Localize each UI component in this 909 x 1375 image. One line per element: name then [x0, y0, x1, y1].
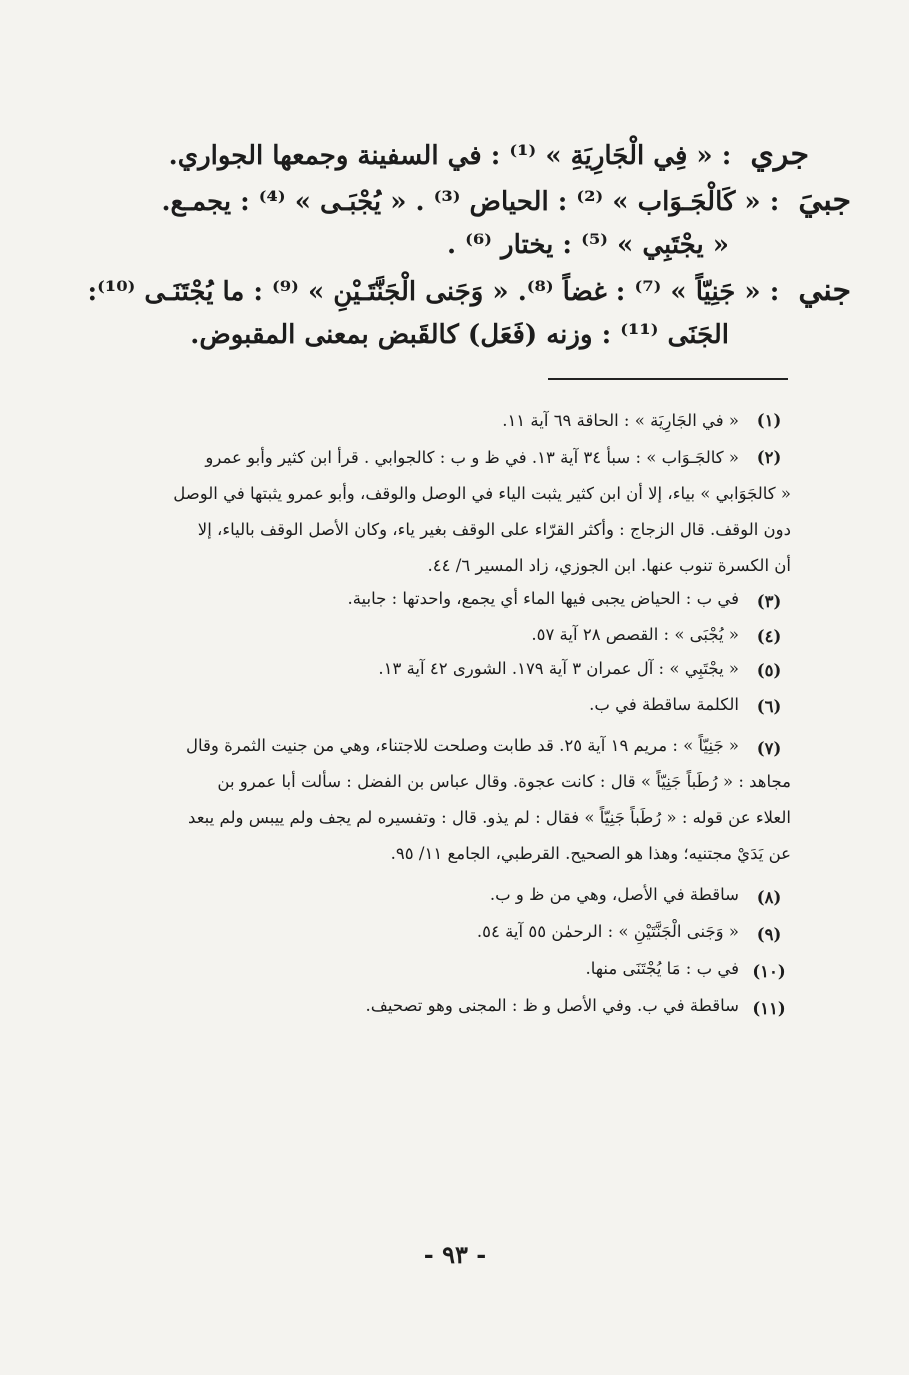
footnote-text: « كالجَوَابي » بياء، إلا أن ابن كثير يثبت الياء في الوصل والوقف، وأبو عمرو يثبتها في الوصل — [173, 484, 791, 503]
entry-jby — [91, 178, 851, 225]
footnote-text: « جَنِيّاً » : مريم ١٩ آية ٢٥. قد طابت وصلحت للاجتناء، وهي من جنيت الثمرة وقال — [186, 736, 739, 755]
entry-head: جري — [750, 137, 809, 172]
footnote-text: في ب : مَا يُجْتَنَى منها. — [585, 959, 739, 978]
footnote-text: أن الكسرة تنوب عنها. ابن الجوزي، زاد المسير ٦/ ٤٤. — [427, 556, 791, 575]
entry-text: : « كَالْجَـوَاب » ⁽²⁾ : الحياض ⁽³⁾ . « يُجْبَـى » ⁽⁴⁾ : يجمـع. — [161, 187, 780, 217]
entry-jny-continuation: الجَنَى ⁽¹¹⁾ : وزنه (فَعَل) كالقَبض بمعنى المقبوض. — [190, 320, 729, 350]
footnote-text: « يُجْبَى » : القصص ٢٨ آية ٥٧. — [531, 625, 739, 644]
footnote-text: ساقطة في ب. وفي الأصل و ظ : المجنى وهو تصحيف. — [365, 996, 739, 1015]
entry-head: جبيَ — [798, 183, 851, 218]
footnote-text: « كالجَـوَاب » : سبأ ٣٤ آية ١٣. في ظ و ب : كالجوابي . قرأ ابن كثير وأبو عمرو — [205, 448, 739, 467]
page-number: - ٩٣ - — [423, 1240, 487, 1269]
entry-text: : « جَنِيّاً » ⁽⁷⁾ : غضاً ⁽⁸⁾. « وَجَنى الْجَنَّتَـيْنِ » ⁽⁹⁾ : ما يُجْتَنَـى ⁽¹⁰⁾: — [87, 277, 780, 307]
entry-head: جني — [798, 273, 851, 308]
footnote-number: (٢) — [756, 448, 782, 467]
footnote-separator — [548, 378, 788, 380]
entry-jby-continuation: « يجْتَبِي » ⁽⁵⁾ : يختار ⁽⁶⁾ . — [446, 230, 729, 260]
footnote-text: الكلمة ساقطة في ب. — [589, 695, 739, 714]
footnote-text: العلاء عن قوله : « رُطَباً جَنِيّاً » فقال : لم يذو. قال : وتفسيره لم يجف ولم ييبس ولم يبعد — [188, 808, 791, 827]
footnote-text: « وَجَنى الْجَنَّتَيْنِ » : الرحمٰن ٥٥ آية ٥٤. — [476, 922, 739, 941]
entry-jny — [61, 268, 851, 315]
footnote-number: (٤) — [756, 627, 782, 646]
footnote-text: مجاهد : « رُطَباً جَنِيّاً » قال : كانت عجوة. وقال عباس بن الفضل : سألت أبا عمرو بن — [217, 772, 791, 791]
footnote-text: ساقطة في الأصل، وهي من ظ و ب. — [489, 885, 739, 904]
footnote-number: (٩) — [756, 925, 782, 944]
footnote-number: (٣) — [756, 592, 782, 611]
footnote-number: (٦) — [756, 697, 782, 716]
entry-jry — [129, 132, 809, 179]
footnote-text: عن يَدَيْ مجتنيه؛ وهذا هو الصحيح. القرطبي، الجامع ١١/ ٩٥. — [390, 844, 791, 863]
footnote-number: (٨) — [756, 888, 782, 907]
footnote-number: (٥) — [756, 661, 782, 680]
footnote-number: (١) — [756, 411, 782, 430]
footnote-text: « يجْتَبِي » : آل عمران ٣ آية ١٧٩. الشورى ٤٢ آية ١٣. — [378, 659, 739, 678]
footnote-number: (١١) — [752, 999, 786, 1018]
footnote-text: دون الوقف. قال الزجاج : وأكثر القرّاء على الوقف بغير ياء، وكان الأصل الوقف بالياء، إلا — [197, 520, 791, 539]
footnote-number: (٧) — [756, 739, 782, 758]
footnote-text: « في الجَارِيَة » : الحاقة ٦٩ آية ١١. — [502, 411, 739, 430]
entry-text: : « فِي الْجَارِيَةِ » ⁽¹⁾ : في السفينة وجمعها الجواري. — [168, 141, 732, 171]
footnote-number: (١٠) — [752, 962, 786, 981]
footnote-text: في ب : الحياض يجبى فيها الماء أي يجمع، واحدتها : جابية. — [347, 589, 739, 608]
